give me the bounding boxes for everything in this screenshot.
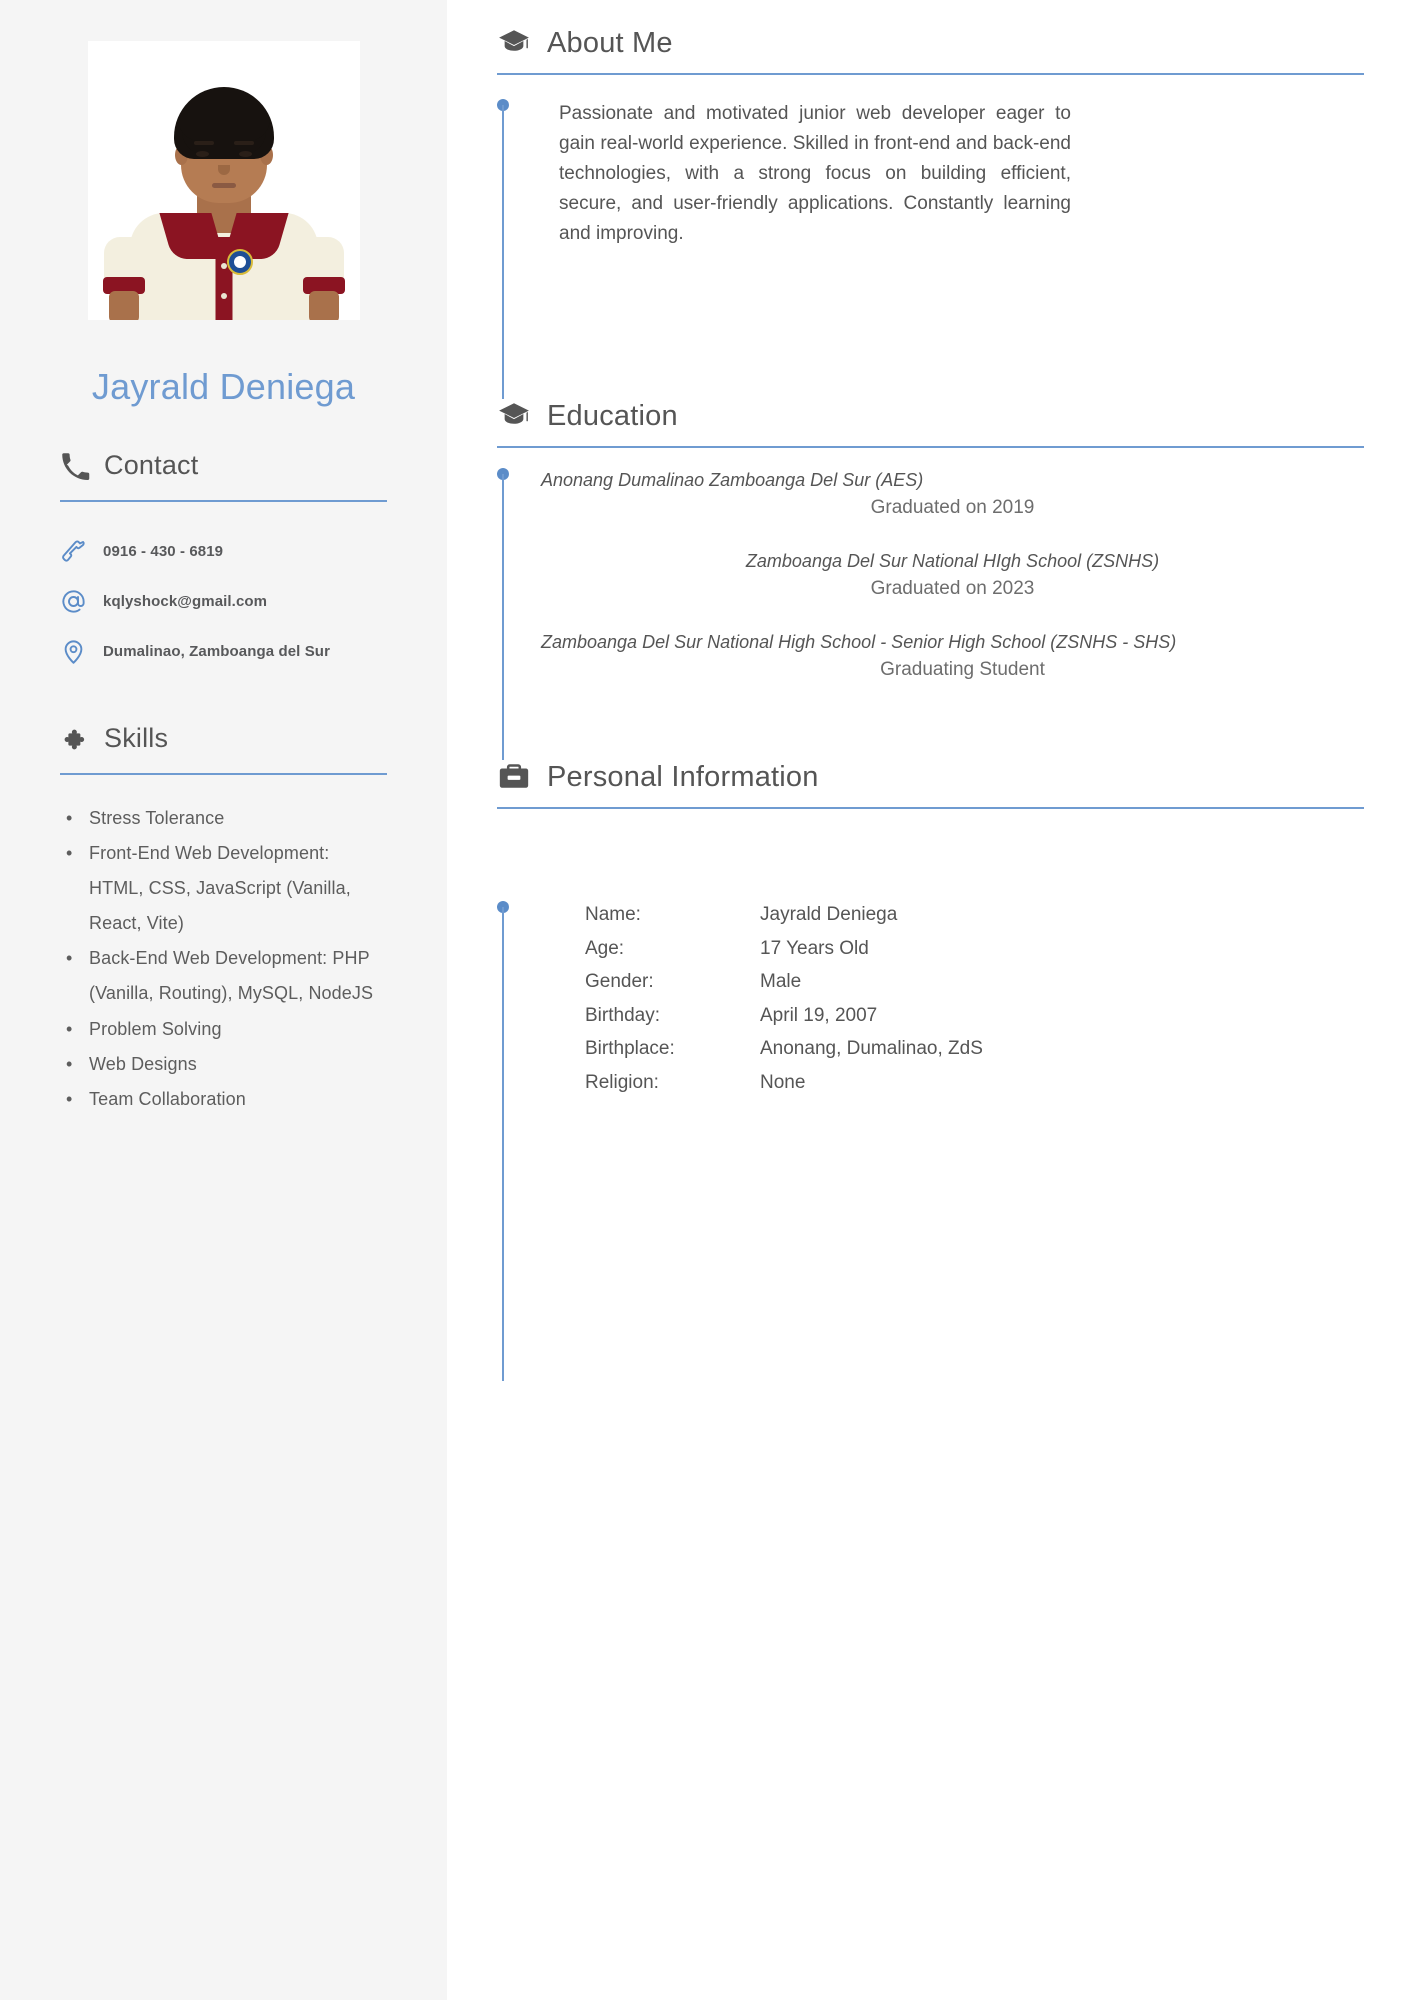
education-divider xyxy=(497,446,1364,448)
phone-icon xyxy=(60,451,90,481)
contact-email-value: kqlyshock@gmail.com xyxy=(103,593,268,610)
contact-divider xyxy=(60,500,387,502)
candidate-name: Jayrald Deniega xyxy=(91,366,356,407)
pi-label: Name: xyxy=(585,904,641,925)
pi-value: April 19, 2007 xyxy=(760,1004,878,1026)
table-row xyxy=(585,935,983,969)
list-item: • Front-End Web Development: HTML, CSS, JavaScript (Vanilla, React, Vite) xyxy=(60,836,387,941)
about-divider xyxy=(497,73,1364,75)
pi-value: Jayrald Deniega xyxy=(760,904,898,925)
about-timeline-block xyxy=(497,99,1364,399)
pi-value: Male xyxy=(760,971,802,993)
list-item: • Back-End Web Development: PHP (Vanilla, Routing), MySQL, NodeJS xyxy=(60,941,387,1011)
contact-phone-value: 0916 - 430 - 6819 xyxy=(103,543,224,560)
contact-section-header xyxy=(60,450,387,481)
graduation-cap-icon xyxy=(497,399,531,433)
puzzle-piece-icon xyxy=(60,724,90,754)
contact-list xyxy=(60,538,387,665)
education-status: Graduated on 2023 xyxy=(870,578,1035,600)
briefcase-icon xyxy=(497,760,531,794)
pi-label: Birthplace: xyxy=(585,1038,675,1060)
education-school: Zamboanga Del Sur National High School - Senior High School (ZSNHS - SHS) xyxy=(541,631,1177,652)
profile-photo xyxy=(88,41,360,320)
personal-information-divider xyxy=(497,807,1364,809)
skills-list xyxy=(60,801,387,1117)
location-pin-icon xyxy=(60,638,87,665)
contact-heading: Contact xyxy=(104,450,199,480)
list-item: • Problem Solving xyxy=(60,1012,387,1047)
table-row xyxy=(585,901,983,935)
education-entry xyxy=(541,630,1364,683)
table-row xyxy=(585,1002,983,1036)
contact-address[interactable] xyxy=(60,638,387,665)
education-school: Zamboanga Del Sur National HIgh School (ZSNHS) xyxy=(745,550,1160,571)
pi-label: Gender: xyxy=(585,971,654,993)
pi-value: Anonang, Dumalinao, ZdS xyxy=(760,1038,983,1060)
education-status: Graduating Student xyxy=(880,659,1045,681)
skills-section-header xyxy=(60,723,387,754)
personal-information-table xyxy=(585,901,983,1102)
pi-label: Birthday: xyxy=(585,1004,660,1026)
education-status: Graduated on 2019 xyxy=(870,497,1035,519)
list-item: • Team Collaboration xyxy=(60,1082,387,1117)
contact-phone[interactable] xyxy=(60,538,387,565)
portrait-illustration xyxy=(88,41,360,320)
skills-divider xyxy=(60,773,387,775)
timeline-line xyxy=(502,105,504,399)
table-row xyxy=(585,1069,983,1103)
education-school: Anonang Dumalinao Zamboanga Del Sur (AES) xyxy=(541,470,924,490)
education-entry xyxy=(541,468,1364,521)
personal-information-timeline-block xyxy=(497,901,1364,1381)
graduation-cap-icon xyxy=(497,26,531,60)
pi-label: Age: xyxy=(585,937,625,959)
pi-value: 17 Years Old xyxy=(760,937,869,959)
list-item: • Web Designs xyxy=(60,1047,387,1082)
about-heading: About Me xyxy=(547,26,673,59)
email-at-icon xyxy=(60,588,87,615)
contact-email[interactable] xyxy=(60,588,387,615)
list-item: • Stress Tolerance xyxy=(60,801,387,836)
about-text: Passionate and motivated junior web developer eager to gain real-world experience. Skilled in front-end and back-end technologies, with a strong focus on building efficient, secure, and user-friendly applications. Constantly learning and improving. xyxy=(559,103,1071,245)
pi-value: None xyxy=(760,1071,806,1093)
personal-information-section-header xyxy=(497,760,1364,794)
education-section-header xyxy=(497,399,1364,433)
table-row xyxy=(585,968,983,1002)
timeline-line xyxy=(502,474,504,760)
education-heading: Education xyxy=(547,399,678,432)
phone-handset-icon xyxy=(60,538,87,565)
personal-information-heading: Personal Information xyxy=(547,760,819,793)
education-entry xyxy=(541,549,1364,602)
contact-address-value: Dumalinao, Zamboanga del Sur xyxy=(103,643,331,660)
skills-heading: Skills xyxy=(104,723,169,753)
main-column xyxy=(447,0,1414,2000)
table-row xyxy=(585,1035,983,1069)
timeline-line xyxy=(502,907,504,1381)
sidebar xyxy=(0,0,447,2000)
education-timeline-block xyxy=(497,468,1364,760)
pi-label: Religion: xyxy=(585,1071,659,1093)
about-section-header xyxy=(497,26,1364,60)
